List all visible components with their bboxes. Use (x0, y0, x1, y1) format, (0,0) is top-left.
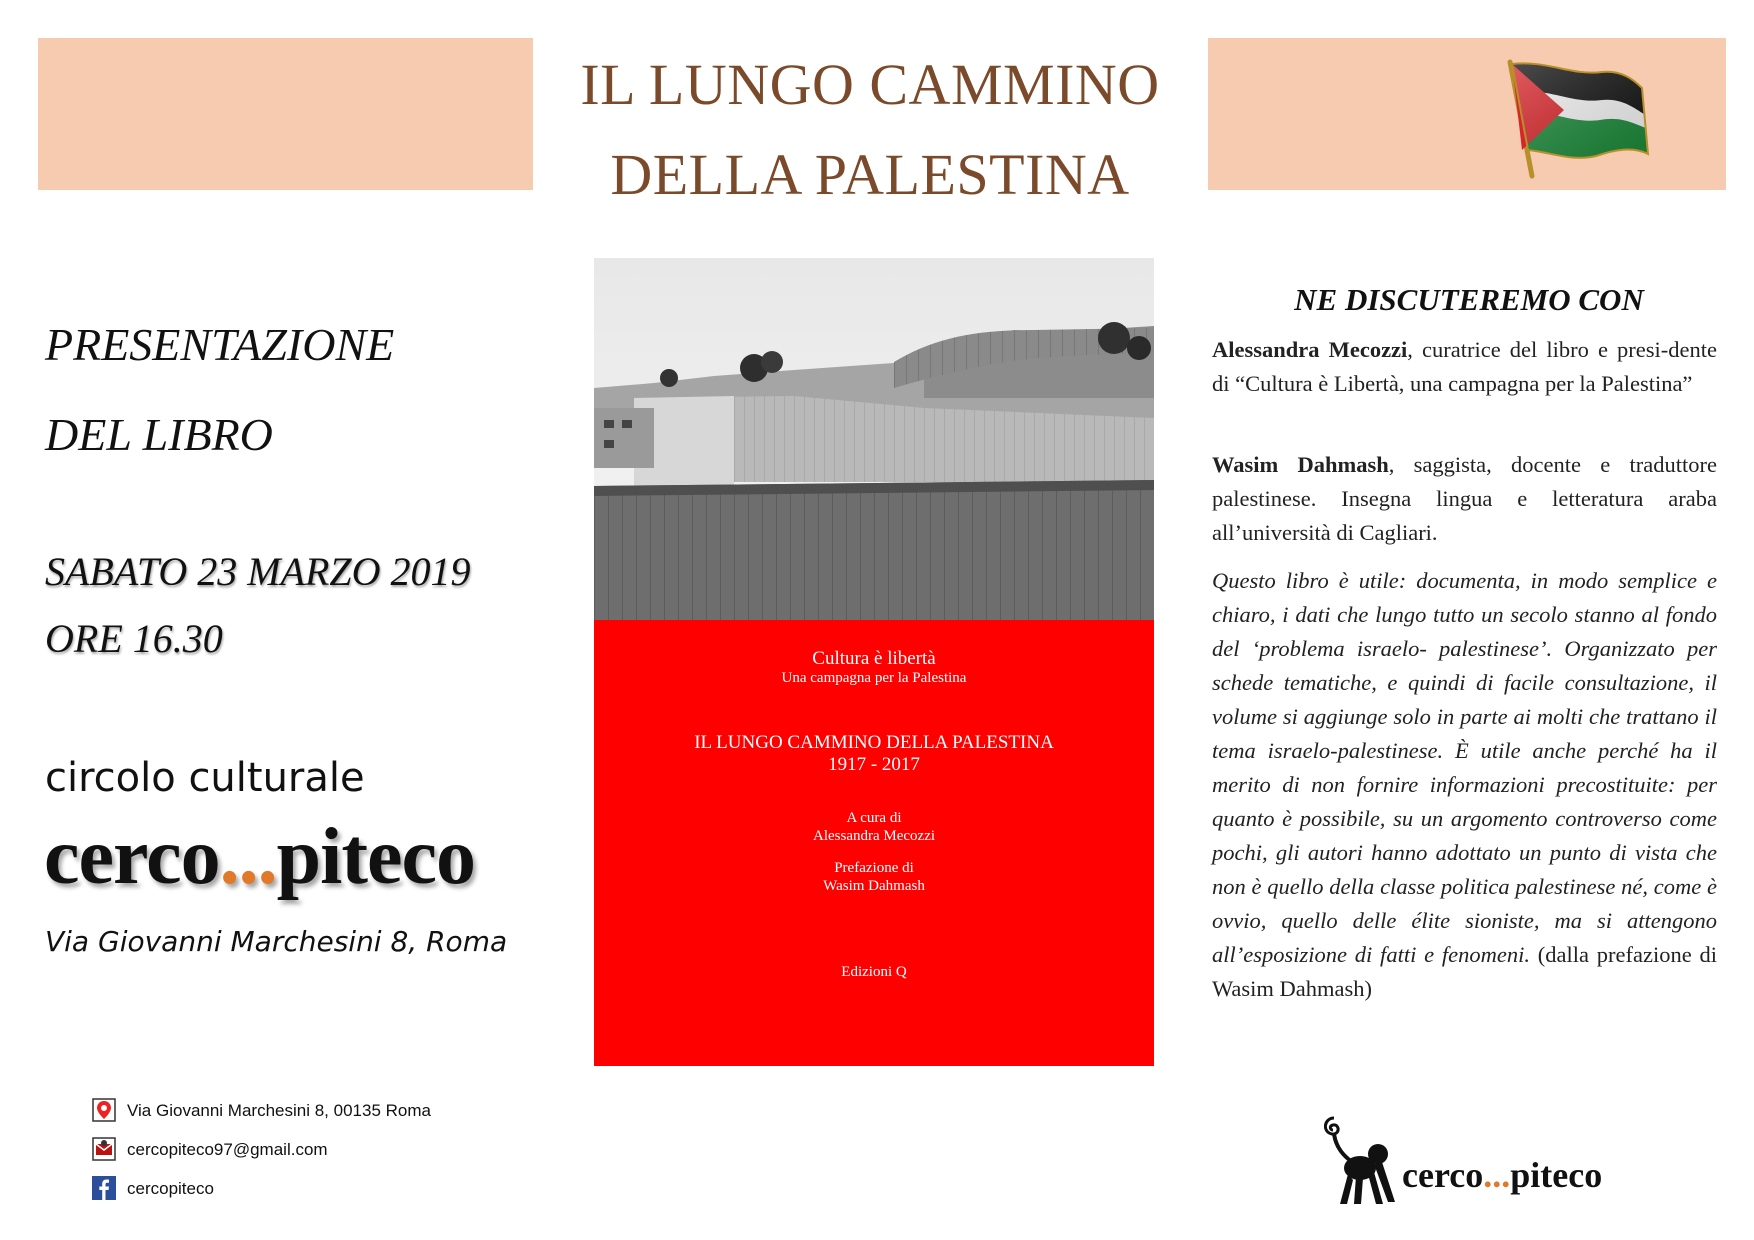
page-title (540, 40, 1200, 220)
cover-red-panel (594, 620, 1154, 1066)
discussion-heading: NE DISCUTEREMO CON (1294, 282, 1644, 317)
map-pin-icon (92, 1098, 116, 1122)
speaker-2-paragraph (1212, 448, 1717, 550)
cover-years: 1917 - 2017 (828, 754, 920, 775)
speaker-1-description: , curatrice del libro e presi-dente di “Cultura è Libertà, una campagna per la Palestina” (1212, 337, 1717, 396)
cover-series-title: Cultura è libertà (812, 648, 936, 669)
book-cover (594, 258, 1154, 1066)
preface-quote-paragraph (1212, 564, 1717, 1006)
preface-quote: Questo libro è utile: documenta, in modo semplice e chiaro, i dati che lungo tutto un secolo stanno al fondo del ‘problema israelo- palestinese’. Organizzato per schede tematiche, e quindi di facile consultazione, il volume si aggiunge solo in parte ai molti che trattano il tema israelo-palestinese. È utile anche perché ha il merito di non fornire informazioni precostituite: per quanto è possibile, su un argomento controverso come pochi, gli autori hanno adottato un punto di vista che non è quello della classe politica palestinese né, come è ovvio, quello delle élite sioniste, ma si attengono all’esposizione di fatti e fenomeni. (1212, 568, 1717, 967)
presentation-heading-line-2: DEL LIBRO (45, 409, 273, 460)
footer-logo-part2: piteco (1510, 1155, 1603, 1195)
cover-preface-name: Wasim Dahmash (823, 878, 925, 894)
venue-label: circolo culturale (45, 755, 365, 801)
footer-logo-dots: ... (1483, 1155, 1511, 1195)
footer-logo-part1: cerco (1402, 1155, 1484, 1195)
cover-series-subtitle: Una campagna per la Palestina (781, 670, 967, 686)
cover-photo-separation-wall (594, 258, 1154, 620)
monkey-icon (1320, 1110, 1400, 1208)
title-line-1: IL LUNGO CAMMINO (580, 52, 1160, 117)
facebook-icon (92, 1176, 116, 1200)
venue-name-part2: piteco (276, 813, 475, 901)
footer-logo-text (1402, 1154, 1602, 1196)
contact-address-text: Via Giovanni Marchesini 8, 00135 Roma (127, 1101, 431, 1120)
speaker-1-name: Alessandra Mecozzi (1212, 337, 1408, 362)
contact-email-text[interactable]: cercopiteco97@gmail.com (127, 1140, 328, 1159)
venue-name-part1: cerco (44, 813, 220, 901)
presentation-heading-line-1: PRESENTAZIONE (45, 319, 395, 370)
footer-logo (1320, 1110, 1640, 1210)
venue-address: Via Giovanni Marchesini 8, Roma (45, 925, 508, 958)
title-line-2: DELLA PALESTINA (610, 142, 1130, 207)
event-date: SABATO 23 MARZO 2019 (45, 549, 471, 594)
speaker-1-paragraph (1212, 333, 1717, 401)
speaker-2-description: , saggista, docente e traduttore palestinese. Insegna lingua e letteratura araba all’università di Cagliari. (1212, 452, 1717, 545)
header-band-left (38, 38, 533, 190)
preface-quote-source: (dalla prefazione di Wasim Dahmash) (1212, 942, 1717, 1001)
cover-editor-name: Alessandra Mecozzi (812, 828, 936, 844)
palestine-flag-pin-icon (1502, 58, 1650, 180)
cover-book-title: IL LUNGO CAMMINO DELLA PALESTINA (694, 732, 1054, 753)
speaker-2-name: Wasim Dahmash (1212, 452, 1389, 477)
cover-editor-label: A cura di (846, 810, 902, 826)
email-icon (92, 1137, 116, 1161)
cover-publisher: Edizioni Q (841, 964, 907, 980)
event-time: ORE 16.30 (45, 616, 223, 661)
venue-name-dots: ... (219, 813, 277, 901)
cover-preface-label: Prefazione di (834, 860, 914, 876)
contact-facebook-text[interactable]: cercopiteco (127, 1179, 214, 1198)
venue-name-logo (44, 812, 475, 903)
